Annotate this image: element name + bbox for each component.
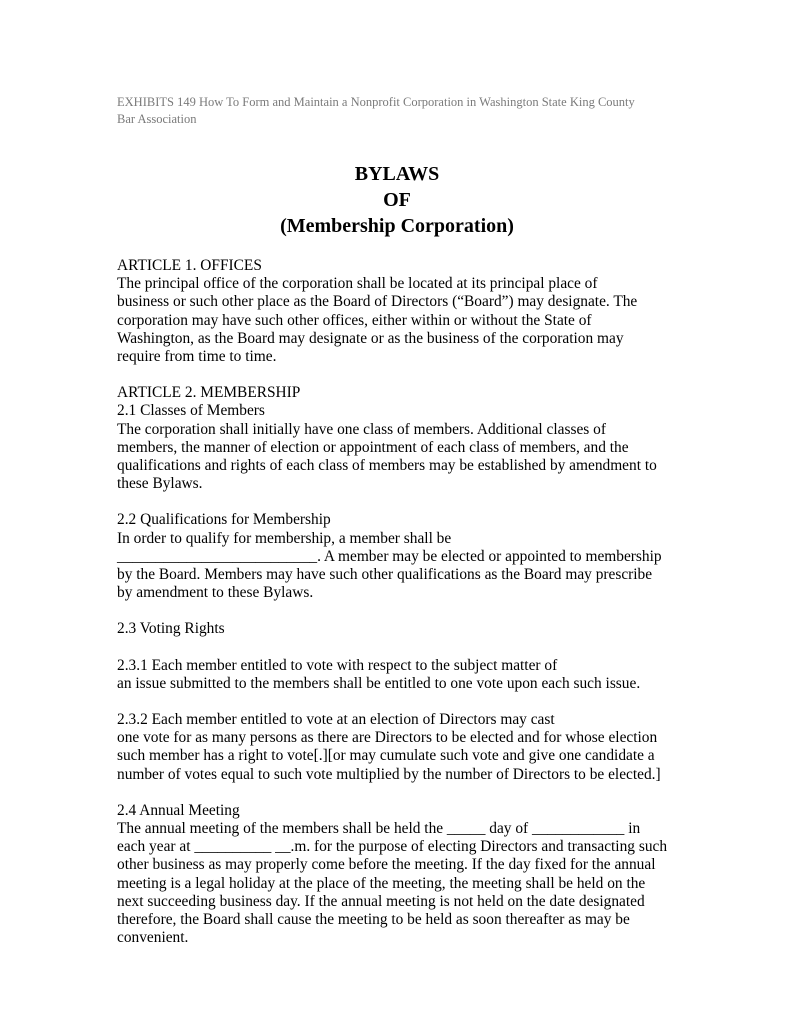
article-heading: ARTICLE 1. OFFICES bbox=[117, 257, 262, 274]
section-heading: 2.3 Voting Rights bbox=[117, 620, 225, 638]
title-line: OF bbox=[383, 189, 411, 211]
title-line: (Membership Corporation) bbox=[280, 215, 514, 237]
paragraph-line: by amendment to these Bylaws. bbox=[117, 584, 314, 602]
paragraph-line: number of votes equal to such vote multiplied by the number of Directors to be elected.] bbox=[117, 765, 661, 783]
document-body bbox=[117, 257, 677, 948]
paragraph-line: The corporation shall initially have one class of members. Additional classes of bbox=[117, 420, 606, 438]
paragraph-line: business or such other place as the Board of Directors (“Board”) may designate. The bbox=[117, 293, 638, 311]
paragraph-line: therefore, the Board shall cause the meeting to be held as soon thereafter as may be bbox=[117, 911, 630, 929]
paragraph-line: 2.3.2 Each member entitled to vote at an election of Directors may cast bbox=[117, 711, 555, 729]
paragraph-line: members, the manner of election or appointment of each class of members, and the bbox=[117, 438, 629, 456]
section-2-3-1 bbox=[117, 657, 677, 693]
paragraph-line: corporation may have such other offices, either within or without the State of bbox=[117, 311, 592, 329]
section-2-2-qualifications bbox=[117, 511, 677, 602]
paragraph-line: qualifications and rights of each class of members may be established by amendment to bbox=[117, 457, 657, 475]
paragraph-line: next succeeding business day. If the annual meeting is not held on the date designated bbox=[117, 892, 645, 910]
document-title bbox=[117, 161, 677, 239]
section-2-1-classes-of-members bbox=[117, 402, 677, 493]
paragraph-line: In order to qualify for membership, a member shall be bbox=[117, 529, 452, 547]
paragraph-line: each year at __________ __.m. for the purpose of electing Directors and transacting such bbox=[117, 838, 668, 856]
paragraph-line: Washington, as the Board may designate or as the business of the corporation may bbox=[117, 329, 624, 347]
article-1-offices bbox=[117, 257, 677, 366]
paragraph-line: meeting is a legal holiday at the place of the meeting, the meeting shall be held on the bbox=[117, 874, 646, 892]
article-2-membership bbox=[117, 384, 677, 947]
paragraph-line: 2.3.1 Each member entitled to vote with respect to the subject matter of bbox=[117, 656, 558, 674]
document-page bbox=[117, 94, 677, 948]
section-2-4-annual-meeting bbox=[117, 802, 677, 948]
section-2-3-2 bbox=[117, 711, 677, 784]
exhibit-header-line: EXHIBITS 149 How To Form and Maintain a Nonprofit Corporation in Washington State King County bbox=[117, 95, 635, 109]
exhibit-header-line: Bar Association bbox=[117, 112, 197, 126]
paragraph-line: an issue submitted to the members shall be entitled to one vote upon each such issue. bbox=[117, 674, 641, 692]
paragraph-line: these Bylaws. bbox=[117, 475, 203, 493]
title-line: BYLAWS bbox=[354, 163, 440, 185]
exhibit-header-note bbox=[117, 94, 677, 128]
paragraph-line: one vote for as many persons as there are Directors to be elected and for whose election bbox=[117, 729, 658, 747]
paragraph-line: by the Board. Members may have such other qualifications as the Board may prescribe bbox=[117, 566, 653, 584]
article-heading: ARTICLE 2. MEMBERSHIP bbox=[117, 384, 301, 402]
section-heading: 2.1 Classes of Members bbox=[117, 402, 265, 420]
section-heading: 2.2 Qualifications for Membership bbox=[117, 511, 331, 529]
section-heading: 2.4 Annual Meeting bbox=[117, 801, 240, 819]
paragraph-line: The principal office of the corporation shall be located at its principal place of bbox=[117, 275, 598, 293]
paragraph-line: other business as may properly come before the meeting. If the day fixed for the annual bbox=[117, 856, 656, 874]
section-2-3-voting-rights bbox=[117, 620, 677, 638]
paragraph-line: such member has a right to vote[.][or may cumulate such vote and give one candidate a bbox=[117, 747, 655, 765]
paragraph-line: The annual meeting of the members shall be held the _____ day of ____________ in bbox=[117, 820, 641, 838]
paragraph-line: __________________________. A member may be elected or appointed to membership bbox=[117, 547, 662, 565]
paragraph-line: convenient. bbox=[117, 929, 189, 947]
paragraph-line: require from time to time. bbox=[117, 348, 277, 366]
